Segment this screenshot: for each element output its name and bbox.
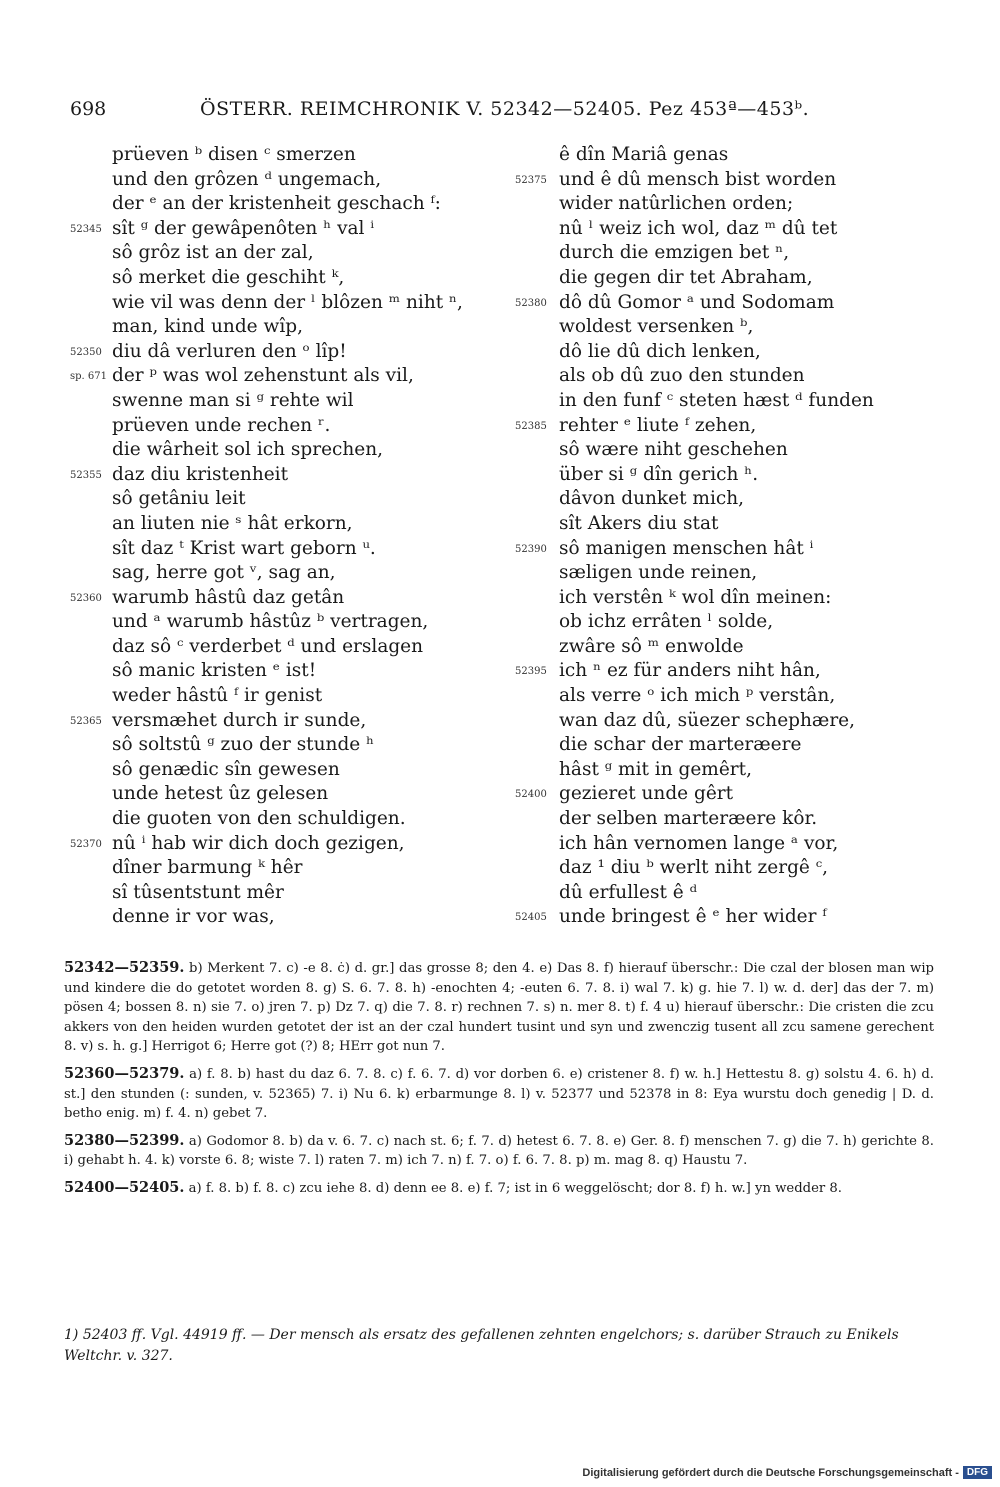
verse-text: sî tûsentstunt mêr (112, 881, 284, 903)
note-paragraph (64, 1131, 934, 1171)
verse-line (70, 561, 510, 586)
verse-text: swenne man si ᵍ rehte wil (112, 389, 354, 411)
verse-text: als verre ᵒ ich mich ᵖ verstân, (559, 685, 836, 707)
verse-text: ob ichz errâten ˡ solde, (559, 611, 774, 633)
verse-text: zwâre sô ᵐ enwolde (559, 635, 744, 657)
verse-line (70, 635, 510, 660)
verse-text: sît Akers diu stat (559, 512, 719, 534)
verse-text: sô merket die geschiht ᵏ, (112, 266, 345, 288)
verse-line (70, 463, 510, 488)
line-number: sp. 671 (70, 371, 107, 383)
line-number: 52385 (515, 420, 547, 432)
verse-text: sô grôz ist an der zal, (112, 242, 314, 264)
line-number: 52370 (70, 838, 102, 850)
dfg-logo: DFG (963, 1466, 992, 1479)
verse-text: der selben marteræere kôr. (559, 808, 818, 830)
verse-text: sag, herre got ᵛ, sag an, (112, 562, 336, 584)
verse-line (70, 389, 510, 414)
verse-line (70, 856, 510, 881)
verse-text: und den grôzen ᵈ ungemach, (112, 168, 382, 190)
verse-text: wie vil was denn der ˡ blôzen ᵐ niht ⁿ, (112, 291, 463, 313)
note-paragraph (64, 1178, 934, 1199)
line-number: 52395 (515, 666, 547, 678)
verse-line (70, 241, 510, 266)
right-verse-column (515, 143, 975, 930)
verse-text: diu dâ verluren den ᵒ lîp! (112, 340, 347, 362)
note-range: 52360—52379. (64, 1064, 185, 1082)
verse-text: wider natûrlichen orden; (559, 193, 794, 215)
verse-text: in den funf ᶜ steten hæst ᵈ funden (559, 389, 874, 411)
verse-text: und ê dû mensch bist worden (559, 168, 837, 190)
verse-line (515, 389, 975, 414)
verse-text: unde hetest ûz gelesen (112, 783, 329, 805)
verse-text: und ᵃ warumb hâstûz ᵇ vertragen, (112, 611, 429, 633)
verse-line (515, 905, 975, 930)
note-text: b) Merkent 7. c) -e 8. ċ) d. gr.] das grosse 8; den 4. e) Das 8. f) hierauf überschr.: Die czal der blosen man wip und kindere die do getotet worden 8. g) S. 6. 7. 8. h) -enochten 4; -euten 6. 7. 8. i) wal 7. k) g. hie 7. l) w. d. der] das der 7. m) pösen 4; bossen 8. n) sie 7. o) jren 7. p) Dz 7. q) die 7. 8. r) rechnen 7. s) n. mer 8. t) f. 4 u) hierauf überschr.: Die cristen die zcu akkers von den heiden wurden getotet der ist an der czal hundert tusint und syn und zwenczig tusent all zcu samene gerechent 8. v) s. h. g.] Herrigot 6; Herre got (?) 8; HErr got nun 7. (64, 961, 934, 1055)
verse-text: sô manic kristen ᵉ ist! (112, 660, 317, 682)
verse-text: dô lie dû dich lenken, (559, 340, 761, 362)
verse-line (70, 192, 510, 217)
verse-line (515, 340, 975, 365)
verse-line (515, 168, 975, 193)
verse-line (70, 659, 510, 684)
verse-text: denne ir vor was, (112, 906, 275, 928)
verse-text: der ᵖ was wol zehenstunt als vil, (112, 365, 414, 387)
verse-text: man, kind unde wîp, (112, 316, 303, 338)
line-number: 52400 (515, 789, 547, 801)
note-text: a) Godomor 8. b) da v. 6. 7. c) nach st. 6; f. 7. d) hetest 6. 7. 8. e) Ger. 8. f) menschen 7. g) die 7. h) gerichte 8. i) gehabt h. 4. k) vorste 6. 8; wiste 7. l) raten 7. m) ich 7. n) f. 7. o) f. 6. 7. 8. p) m. mag 8. q) Haustu 7. (64, 1133, 934, 1169)
page-number: 698 (70, 98, 107, 120)
verse-text: durch die emzigen bet ⁿ, (559, 242, 790, 264)
verse-text: prüeven unde rechen ʳ. (112, 414, 331, 436)
verse-line (70, 266, 510, 291)
line-number: 52355 (70, 469, 102, 481)
verse-text: die wârheit sol ich sprechen, (112, 439, 384, 461)
verse-line (70, 512, 510, 537)
verse-line (70, 168, 510, 193)
verse-line (515, 414, 975, 439)
verse-line (515, 315, 975, 340)
verse-text: sô wære niht geschehen (559, 439, 788, 461)
verse-line (515, 684, 975, 709)
verse-line (515, 266, 975, 291)
footnote: 1) 52403 ff. Vgl. 44919 ff. — Der mensch als ersatz des gefallenen zehnten engelchors; s. darüber Strauch zu Enikels Weltchr. v. 327. (64, 1327, 899, 1364)
verse-line (515, 241, 975, 266)
verse-text: unde bringest ê ᵉ her wider ᶠ (559, 906, 827, 928)
verse-line (515, 881, 975, 906)
verse-line (515, 610, 975, 635)
verse-line (515, 143, 975, 168)
verse-line (70, 586, 510, 611)
verse-text: dîner barmung ᵏ hêr (112, 857, 303, 879)
verse-text: sô manigen menschen hât ⁱ (559, 537, 814, 559)
verse-line (515, 659, 975, 684)
verse-line (70, 414, 510, 439)
line-number: 52390 (515, 543, 547, 555)
verse-text: weder hâstû ᶠ ir genist (112, 685, 323, 707)
note-range: 52400—52405. (64, 1178, 185, 1196)
verse-line (515, 807, 975, 832)
note-text: a) f. 8. b) hast du daz 6. 7. 8. c) f. 6. 7. d) vor dorben 6. e) cristener 8. f) w. h.] Hettestu 8. g) solstu 4. 6. h) d. st.] den stunden (: sunden, v. 52365) 7. i) Nu 6. k) erbarmunge 8. l) v. 52377 und 52378 in 8: Eya wurstu doch genedig | D. d. betho enig. m) f. 4. n) gebet 7. (64, 1066, 934, 1122)
verse-line (70, 610, 510, 635)
credit-text: Digitalisierung gefördert durch die Deutsche Forschungsgemeinschaft - (582, 1466, 959, 1479)
verse-line (70, 487, 510, 512)
note-paragraph (64, 1064, 934, 1124)
verse-text: sæligen unde reinen, (559, 562, 758, 584)
page-header (0, 98, 1000, 128)
verse-line (515, 561, 975, 586)
verse-line (70, 364, 510, 389)
verse-line (70, 881, 510, 906)
verse-text: sô getâniu leit (112, 488, 246, 510)
line-number: 52365 (70, 715, 102, 727)
verse-line (515, 512, 975, 537)
verse-text: daz diu kristenheit (112, 463, 289, 485)
verse-text: dû erfullest ê ᵈ (559, 881, 698, 903)
verse-text: sît daz ᵗ Krist wart geborn ᵘ. (112, 537, 376, 559)
verse-text: versmæhet durch ir sunde, (112, 709, 367, 731)
verse-line (70, 782, 510, 807)
verse-line (515, 635, 975, 660)
note-text: a) f. 8. b) f. 8. c) zcu iehe 8. d) denn ee 8. e) f. 7; ist in 6 weggelöscht; dor 8. f) h. w.] yn wedder 8. (184, 1180, 842, 1196)
verse-text: sô genædic sîn gewesen (112, 758, 340, 780)
left-verse-column (70, 143, 510, 930)
verse-line (515, 832, 975, 857)
verse-line (70, 340, 510, 365)
verse-text: der ᵉ an der kristenheit geschach ᶠ: (112, 193, 441, 215)
verse-line (515, 733, 975, 758)
apparatus-notes (64, 958, 934, 1206)
verse-text: nû ˡ weiz ich wol, daz ᵐ dû tet (559, 217, 838, 239)
line-number: 52405 (515, 912, 547, 924)
verse-line (515, 438, 975, 463)
line-number: 52345 (70, 223, 102, 235)
verse-text: die gegen dir tet Abraham, (559, 266, 813, 288)
verse-line (515, 487, 975, 512)
verse-text: woldest versenken ᵇ, (559, 316, 754, 338)
verse-line (70, 758, 510, 783)
verse-line (515, 463, 975, 488)
verse-text: daz sô ᶜ verderbet ᵈ und erslagen (112, 635, 424, 657)
verse-text: die guoten von den schuldigen. (112, 808, 406, 830)
verse-text: dô dû Gomor ᵃ und Sodomam (559, 291, 835, 313)
verse-line (70, 217, 510, 242)
verse-line (70, 143, 510, 168)
verse-line (515, 856, 975, 881)
note-range: 52342—52359. (64, 959, 185, 976)
verse-line (70, 438, 510, 463)
verse-text: ê dîn Mariâ genas (559, 144, 729, 165)
verse-line (515, 291, 975, 316)
verse-line (515, 758, 975, 783)
running-title: ÖSTERR. REIMCHRONIK V. 52342—52405. Pez 453ª—453ᵇ. (200, 98, 810, 120)
line-number: 52360 (70, 592, 102, 604)
verse-line (70, 709, 510, 734)
verse-line (515, 586, 975, 611)
verse-text: dâvon dunket mich, (559, 488, 745, 510)
verse-line (70, 733, 510, 758)
verse-text: die schar der marteræere (559, 734, 802, 756)
line-number: 52380 (515, 297, 547, 309)
verse-text: sô soltstû ᵍ zuo der stunde ʰ (112, 734, 375, 756)
note-range: 52380—52399. (64, 1131, 185, 1149)
verse-line (70, 807, 510, 832)
verse-line (515, 709, 975, 734)
verse-text: ich verstên ᵏ wol dîn meinen: (559, 586, 832, 608)
verse-text: daz ¹ diu ᵇ werlt niht zergê ᶜ, (559, 857, 829, 879)
verse-line (515, 217, 975, 242)
verse-text: gezieret unde gêrt (559, 783, 734, 805)
verse-line (70, 832, 510, 857)
verse-text: sît ᵍ der gewâpenôten ʰ val ⁱ (112, 217, 375, 239)
verse-text: rehter ᵉ liute ᶠ zehen, (559, 414, 757, 436)
verse-text: wan daz dû, süezer schephære, (559, 709, 855, 731)
line-number: 52375 (515, 174, 547, 186)
verse-line (70, 315, 510, 340)
verse-line (70, 905, 510, 930)
verse-text: nû ⁱ hab wir dich doch gezigen, (112, 832, 405, 854)
line-number: 52350 (70, 346, 102, 358)
dfg-credit (582, 1466, 992, 1479)
verse-text: warumb hâstû daz getân (112, 586, 345, 608)
verse-text: ich ⁿ ez für anders niht hân, (559, 660, 821, 682)
verse-line (70, 291, 510, 316)
verse-text: hâst ᵍ mit in gemêrt, (559, 758, 752, 780)
verse-text: an liuten nie ˢ hât erkorn, (112, 512, 353, 534)
verse-line (70, 684, 510, 709)
verse-line (515, 192, 975, 217)
verse-text: ich hân vernomen lange ᵃ vor, (559, 832, 839, 854)
verse-line (515, 782, 975, 807)
verse-text: über si ᵍ dîn gerich ʰ. (559, 463, 759, 485)
note-paragraph (64, 958, 934, 1057)
verse-line (515, 364, 975, 389)
verse-line (70, 537, 510, 562)
verse-line (515, 537, 975, 562)
verse-text: als ob dû zuo den stunden (559, 365, 805, 387)
verse-text: prüeven ᵇ disen ᶜ smerzen (112, 144, 356, 165)
